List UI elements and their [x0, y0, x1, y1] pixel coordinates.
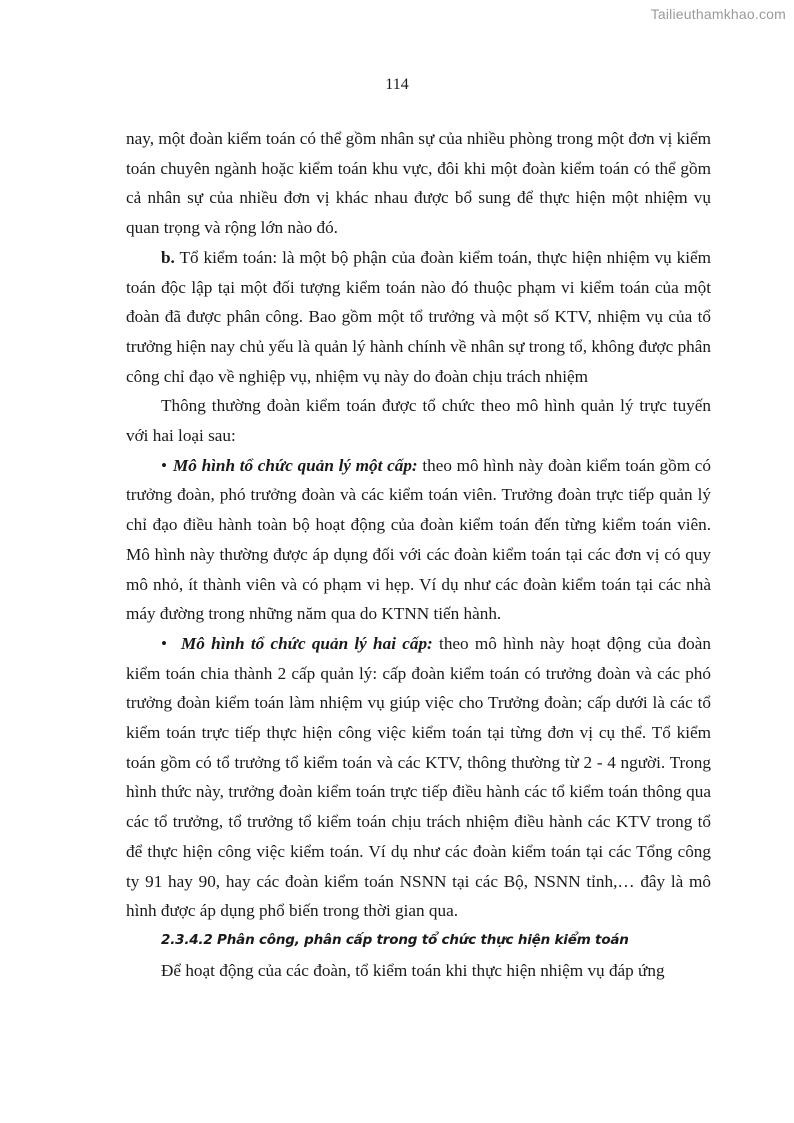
paragraph-section-start: Để hoạt động của các đoàn, tổ kiểm toán khi thực hiện nhiệm vụ đáp ứng	[161, 960, 665, 980]
bullet-icon: •	[161, 455, 168, 475]
paragraph-continuation: nay, một đoàn kiểm toán có thể gồm nhân sự của nhiều phòng trong một đơn vị kiểm toán chuyên ngành hoặc kiểm toán khu vực, đôi khi một đoàn kiểm toán có thể gồm cả nhân sự của nhiều đơn vị khác nhau được bổ sung để thực hiện một nhiệm vụ quan trọng và rộng lớn nào đó.	[126, 129, 711, 238]
bullet-item-two-level	[126, 629, 711, 926]
item-label-b: b.	[161, 247, 175, 267]
bullet-icon: •	[161, 633, 168, 653]
document-body	[126, 124, 711, 985]
bullet-item-one-level	[126, 451, 711, 629]
paragraph-text: Tổ kiểm toán: là một bộ phận của đoàn kiểm toán, thực hiện nhiệm vụ kiểm toán độc lập tại một đối tượng kiểm toán nào đó thuộc phạm vi kiểm toán của một đoàn đã được phân công. Bao gồm một tổ trưởng và một số KTV, nhiệm vụ của tổ trưởng hiện nay chủ yếu là quản lý hành chính về nhân sự trong tổ, không được phân công chỉ đạo về nghiệp vụ, nhiệm vụ này do đoàn chịu trách nhiệm	[126, 247, 711, 386]
paragraph-intro-models: Thông thường đoàn kiểm toán được tổ chức theo mô hình quản lý trực tuyến với hai loại sau:	[126, 396, 711, 446]
bullet-text: theo mô hình này đoàn kiểm toán gồm có trưởng đoàn, phó trưởng đoàn và các kiểm toán viên. Trưởng đoàn trực tiếp quản lý chỉ đạo điều hành toàn bộ hoạt động của đoàn kiểm toán đến từng kiểm toán viên. Mô hình này thường được áp dụng đối với các đoàn kiểm toán tại các đơn vị có quy mô nhỏ, ít thành viên và có phạm vi hẹp. Ví dụ như các đoàn kiểm toán tại các nhà máy đường trong những năm qua do KTNN tiến hành.	[126, 455, 711, 624]
page-number: 114	[385, 76, 409, 93]
paragraph-to-kiem-toan	[126, 243, 711, 392]
bullet-title: Mô hình tổ chức quản lý hai cấp:	[181, 633, 433, 653]
section-heading: 2.3.4.2 Phân công, phân cấp trong tổ chức thực hiện kiểm toán	[161, 931, 629, 948]
bullet-title: Mô hình tổ chức quản lý một cấp:	[173, 455, 418, 475]
watermark: Tailieuthamkhao.com	[650, 6, 786, 22]
bullet-text: theo mô hình này hoạt động của đoàn kiểm toán chia thành 2 cấp quản lý: cấp đoàn kiểm toán có trưởng đoàn và các phó trưởng đoàn kiểm toán làm nhiệm vụ giúp việc cho Trưởng đoàn; cấp dưới là các tổ kiểm toán trực tiếp thực hiện công việc kiểm toán tại từng đơn vị cụ thể. Tổ kiểm toán gồm có tổ trưởng tổ kiểm toán và các KTV, thông thường từ 2 - 4 người. Trong hình thức này, trưởng đoàn kiểm toán trực tiếp điều hành các tổ kiểm toán thông qua các tổ trưởng, tổ trưởng tổ kiểm toán chịu trách nhiệm điều hành các KTV trong tổ để thực hiện công việc kiểm toán. Ví dụ như các đoàn kiểm toán tại các Tổng công ty 91 hay 90, hay các đoàn kiểm toán NSNN tại các Bộ, NSNN tỉnh,… đây là mô hình được áp dụng phổ biến trong thời gian qua.	[126, 633, 711, 921]
